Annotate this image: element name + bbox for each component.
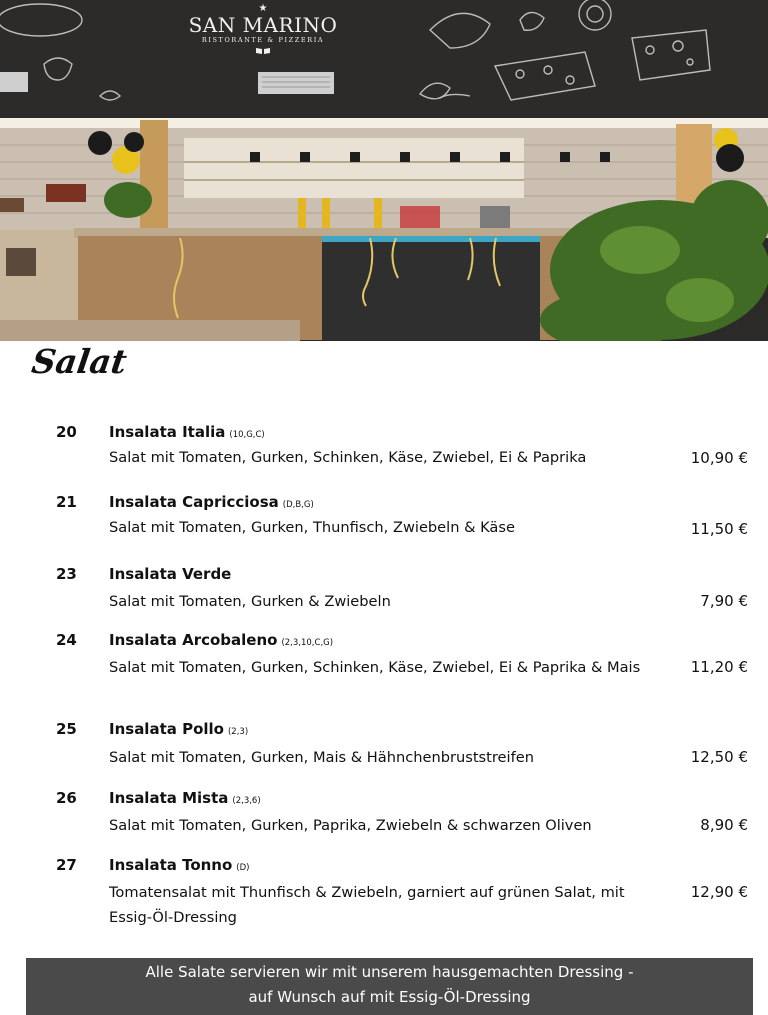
item-name: Insalata Verde [109, 565, 232, 583]
star-icon: ★ [258, 3, 268, 14]
restaurant-interior-illustration [0, 0, 768, 341]
item-price: 11,20 € [690, 658, 748, 676]
item-price: 12,90 € [690, 883, 748, 901]
item-description: Tomatensalat mit Thunfisch & Zwiebeln, garniert auf grünen Salat, mit Essig-Öl-Dressing [109, 884, 625, 926]
item-price: 7,90 € [700, 592, 748, 610]
item-description: Salat mit Tomaten, Gurken & Zwiebeln [109, 593, 391, 610]
item-description: Salat mit Tomaten, Gurken, Paprika, Zwiebeln & schwarzen Oliven [109, 817, 592, 834]
item-price: 12,50 € [690, 748, 748, 766]
item-number: 23 [56, 565, 77, 583]
item-number: 24 [56, 631, 77, 649]
allergen-codes: (2,3,10,C,G) [281, 638, 334, 648]
item-description: Salat mit Tomaten, Gurken, Schinken, Käse, Zwiebel, Ei & Paprika & Mais [109, 659, 641, 676]
dressing-note-line1: Alle Salate servieren wir mit unserem hausgemachten Dressing - [145, 963, 634, 981]
allergen-codes: (D) [236, 863, 250, 873]
item-number: 27 [56, 856, 77, 874]
item-name: Insalata Arcobaleno (2,3,10,C,G) [109, 631, 334, 649]
dressing-note-line2: auf Wunsch auf mit Essig-Öl-Dressing [248, 988, 531, 1006]
item-name: Insalata Tonno (D) [109, 856, 250, 874]
item-name: Insalata Mista (2,3,6) [109, 789, 261, 807]
book-icon [255, 47, 271, 55]
header-photo [0, 0, 768, 341]
item-description: Salat mit Tomaten, Gurken, Schinken, Käse, Zwiebel, Ei & Paprika [109, 449, 587, 466]
item-name: Insalata Italia (10,G,C) [109, 423, 265, 441]
item-number: 26 [56, 789, 77, 807]
item-number: 25 [56, 720, 77, 738]
allergen-codes: (2,3) [227, 727, 249, 737]
item-number: 20 [56, 423, 77, 441]
item-price: 11,50 € [690, 520, 748, 538]
item-description: Salat mit Tomaten, Gurken, Mais & Hähnchenbruststreifen [109, 749, 534, 766]
item-price: 8,90 € [700, 816, 748, 834]
item-number: 21 [56, 493, 77, 511]
restaurant-logo [184, 4, 342, 55]
item-name: Insalata Pollo (2,3) [109, 720, 249, 738]
item-description: Salat mit Tomaten, Gurken, Thunfisch, Zwiebeln & Käse [109, 519, 515, 536]
item-name: Insalata Capricciosa (D,B,G) [109, 493, 314, 511]
allergen-codes: (10,G,C) [229, 430, 265, 440]
logo-name: SAN MARINO [188, 13, 338, 37]
dressing-note [26, 958, 753, 1015]
allergen-codes: (2,3,6) [232, 796, 261, 806]
logo-subtitle: RISTORANTE & PIZZERIA [201, 36, 325, 44]
item-price: 10,90 € [690, 449, 748, 467]
allergen-codes: (D,B,G) [282, 500, 314, 510]
section-title: Salat [29, 342, 130, 381]
